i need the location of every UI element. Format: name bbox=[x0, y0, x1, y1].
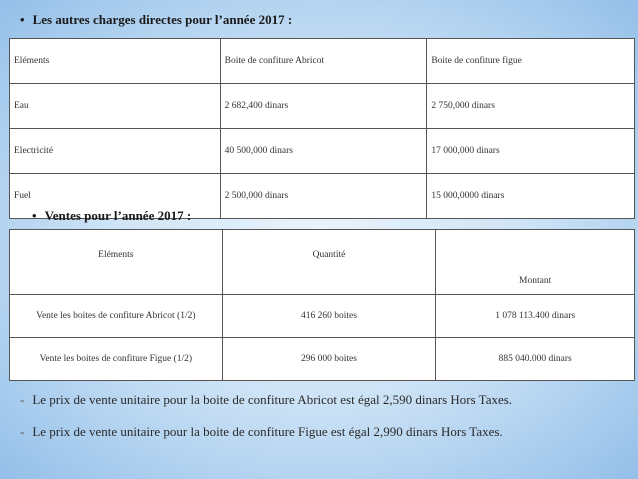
table-cell: 17 000,000 dinars bbox=[427, 129, 635, 174]
table-row bbox=[10, 129, 635, 174]
heading-text: Ventes pour l’année 2017 : bbox=[44, 208, 192, 223]
table-cell: 1 078 113.400 dinars bbox=[436, 295, 635, 338]
dash-marker: - bbox=[20, 424, 25, 439]
table-row bbox=[10, 338, 635, 381]
section-heading-charges bbox=[20, 12, 292, 28]
note-abricot-price bbox=[20, 392, 512, 408]
header-cell: Eléments bbox=[10, 230, 223, 295]
dash-marker: - bbox=[20, 392, 25, 407]
table-cell: 296 000 boites bbox=[222, 338, 436, 381]
charges-table bbox=[9, 38, 635, 219]
header-cell: Boite de confiture figue bbox=[427, 39, 635, 84]
bullet: • bbox=[32, 208, 37, 223]
table-cell: 885 040.000 dinars bbox=[436, 338, 635, 381]
table-cell: Eau bbox=[10, 84, 221, 129]
heading-text: Les autres charges directes pour l’année 2017 : bbox=[32, 12, 293, 27]
bullet: • bbox=[20, 12, 25, 27]
table-cell: 416 260 boites bbox=[222, 295, 436, 338]
note-figue-price bbox=[20, 424, 503, 440]
table-cell: Vente les boites de confiture Abricot (1/2) bbox=[10, 295, 223, 338]
table-cell: 2 500,000 dinars bbox=[220, 174, 427, 219]
ventes-table bbox=[9, 229, 635, 381]
section-heading-ventes bbox=[32, 208, 191, 224]
table-cell: 15 000,0000 dinars bbox=[427, 174, 635, 219]
table-header-row bbox=[10, 39, 635, 84]
note-text: Le prix de vente unitaire pour la boite de confiture Abricot est égal 2,590 dinars Hors Taxes. bbox=[32, 392, 513, 407]
note-text: Le prix de vente unitaire pour la boite de confiture Figue est égal 2,990 dinars Hors Taxes. bbox=[32, 424, 503, 439]
header-cell: Quantité bbox=[222, 230, 436, 295]
table-cell: Electricité bbox=[10, 129, 221, 174]
table-row bbox=[10, 295, 635, 338]
table-cell: Fuel bbox=[10, 174, 221, 219]
table-cell: 40 500,000 dinars bbox=[220, 129, 427, 174]
table-header-row bbox=[10, 230, 635, 295]
header-cell: Eléments bbox=[10, 39, 221, 84]
table-row bbox=[10, 84, 635, 129]
table-cell: 2 750,000 dinars bbox=[427, 84, 635, 129]
table-cell: 2 682,400 dinars bbox=[220, 84, 427, 129]
header-cell: Montant bbox=[436, 230, 635, 295]
table-cell: Vente les boites de confiture Figue (1/2) bbox=[10, 338, 223, 381]
header-cell: Boite de confiture Abricot bbox=[220, 39, 427, 84]
